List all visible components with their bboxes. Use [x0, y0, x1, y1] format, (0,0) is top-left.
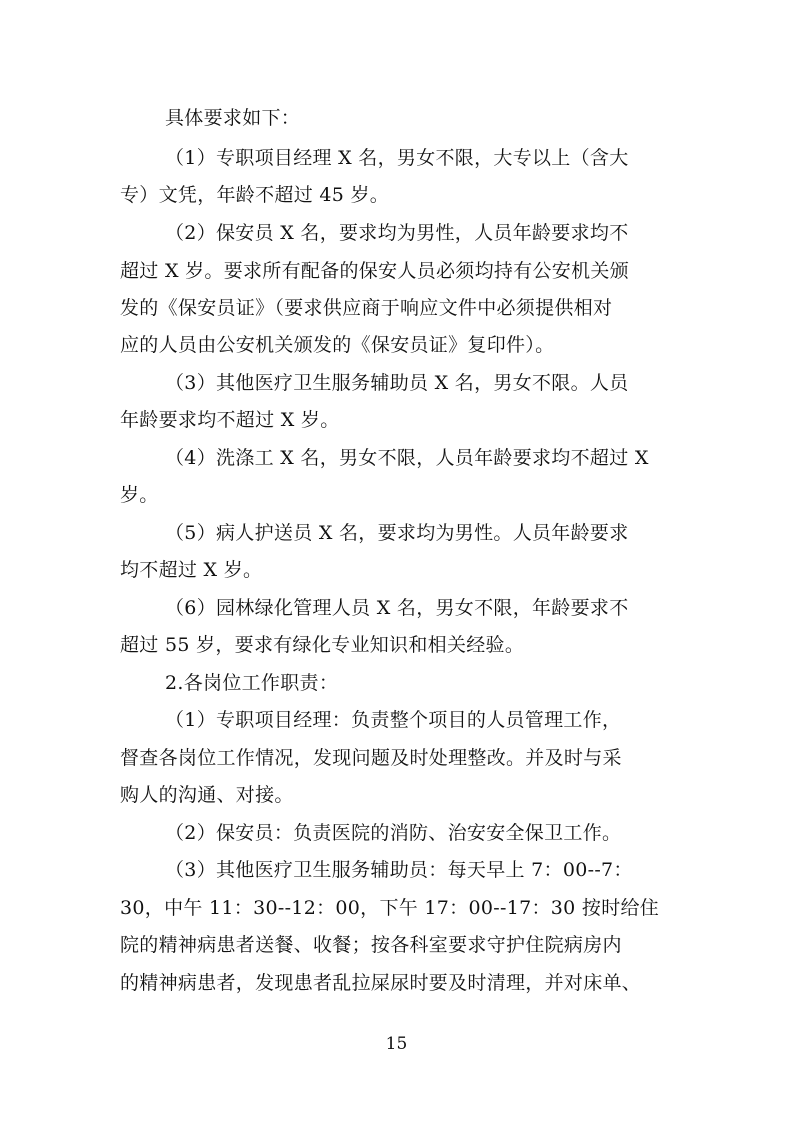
- text-line-12: （5）病人护送员 X 名，要求均为男性。人员年龄要求: [165, 522, 629, 544]
- text-line-9: 年龄要求均不超过 X 岁。: [120, 409, 340, 431]
- text-line-24: 的精神病患者，发现患者乱拉屎尿时要及时清理，并对床单、: [120, 972, 642, 994]
- text-line-10: （4）洗涤工 X 名，男女不限，人员年龄要求均不超过 X: [165, 447, 649, 469]
- text-line-22: 30，中午 11：30--12：00，下午 17：00--17：30 按时给住: [120, 897, 660, 919]
- text-line-19: 购人的沟通、对接。: [120, 784, 294, 806]
- text-line-6: 发的《保安员证》（要求供应商于响应文件中必须提供相对: [120, 297, 613, 319]
- text-line-5: 超过 X 岁。要求所有配备的保安人员必须均持有公安机关颁: [120, 260, 630, 282]
- text-line-11: 岁。: [120, 484, 159, 506]
- text-line-15: 超过 55 岁，要求有绿化专业知识和相关经验。: [120, 634, 525, 656]
- text-line-17: （1）专职项目经理：负责整个项目的人员管理工作，: [165, 709, 622, 731]
- text-line-16: 2.各岗位工作职责：: [165, 672, 339, 694]
- text-line-20: （2）保安员：负责医院的消防、治安安全保卫工作。: [165, 822, 622, 844]
- text-line-7: 应的人员由公安机关颁发的《保安员证》复印件）。: [120, 334, 555, 356]
- text-line-4: （2）保安员 X 名，要求均为男性，人员年龄要求均不: [165, 222, 629, 244]
- text-line-13: 均不超过 X 岁。: [120, 559, 263, 581]
- text-line-23: 院的精神病患者送餐、收餐；按各科室要求守护住院病房内: [120, 934, 622, 956]
- page-number: 15: [385, 1034, 408, 1054]
- text-line-8: （3）其他医疗卫生服务辅助员 X 名，男女不限。人员: [165, 372, 629, 394]
- text-line-1: 具体要求如下：: [165, 107, 301, 129]
- text-line-18: 督查各岗位工作情况，发现问题及时处理整改。并及时与采: [120, 747, 622, 769]
- text-line-21: （3）其他医疗卫生服务辅助员：每天早上 7：00--7：: [165, 859, 633, 881]
- text-line-14: （6）园林绿化管理人员 X 名，男女不限，年龄要求不: [165, 597, 629, 619]
- text-line-2: （1）专职项目经理 X 名，男女不限，大专以上（含大: [165, 147, 629, 169]
- text-line-3: 专）文凭，年龄不超过 45 岁。: [120, 184, 390, 206]
